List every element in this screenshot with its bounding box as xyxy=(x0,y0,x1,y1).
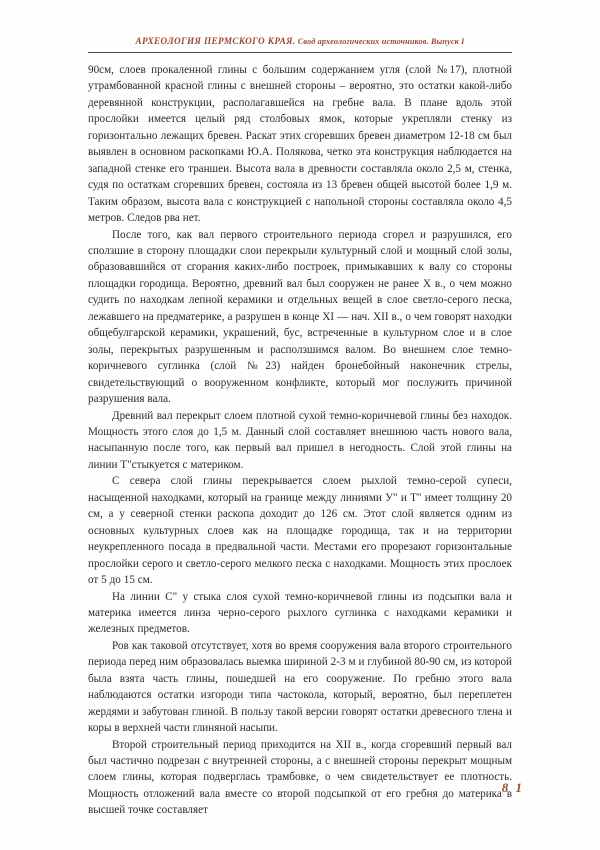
running-head-subtitle: Свод археологических источников. Выпуск I xyxy=(297,37,465,46)
paragraph: Древний вал перекрыт слоем плотной сухой темно-коричневой глины без находок. Мощность этого слоя до 1,5 м. Данный слой составляет внешнюю часть нового вала, насыпанную после того, как первый вал пришел в негодность. Слой этой глины на линии Т"стыкуется с материком. xyxy=(88,409,512,471)
body-text xyxy=(88,62,512,819)
paragraph: С севера слой глины перекрывается слоем рыхлой темно-серой супеси, насыщенной находками, который на границе между линиями У" и Т" имеет толщину 20 см, а у северной стенки раскопа доходит до 126 см. Этот слой является одним из основных культурных слоев как на площадке городища, так и на территории неукрепленного посада в предвальной части. Местами его прорезают горизонтальные прослойки серого и светло-серого мелкого песка с находками. Мощность этих прослоек от 5 до 15 см. xyxy=(88,475,512,587)
paragraph: Ров как таковой отсутствует, хотя во время сооружения вала второго строительного периода перед ним образовалась выемка шириной 2-3 м и глубиной 80-90 см, из которой была взята часть глины, пошедшей на его сооружение. По гребню этого вала наблюдаются остатки изгороди типа частокола, который, вероятно, был переплетен жердями и забутован глиной. В пользу такой версии говорят остатки древесного тлена и коры в верхней части глиняной насыпи. xyxy=(88,639,512,735)
running-head-series-title: АРХЕОЛОГИЯ ПЕРМСКОГО КРАЯ. xyxy=(135,36,296,46)
header-divider xyxy=(88,52,512,53)
running-head xyxy=(75,36,525,46)
paragraph: После того, как вал первого строительного периода сгорел и разрушился, его сползшие в сторону площадки слои перекрыли культурный слой и мощный слой золы, образовавшийся от сгорания каких-либо построек, примыкавших к валу со стороны площадки городища. Вероятно, древний вал был сооружен не ранее X в., о чем можно судить по находкам лепной керамики и отдельных вещей в слое светло-серого песка, лежавшего на предматерике, а разрушен в конце XI — нач. XII в., о чем говорят находки общебулгарской керамики, украшений, бус, встреченные в культурном слое и в слое золы, перекрытых разрушенным и расползшимся валом. Во внешнем слое темно-коричневого суглинка (слой №23) найден бронебойный наконечник стрелы, свидетельствующий о вооруженном конфликте, который мог послужить причиной разрушения вала. xyxy=(88,228,512,406)
paragraph: 90см, слоев прокаленной глины с большим содержанием угля (слой №17), плотной утрамбованной красной глины с внешней стороны – вероятно, это остатки какой-либо деревянной конструкции, располагавшейся на гребне вала. В плане вдоль этой прослойки имеется целый ряд столбовых ямок, которые укрепляли стенку из горизонтально лежащих бревен. Раскат этих сгоревших бревен диаметром 12-18 см был выявлен в основном раскопками Ю.А. Полякова, четко эта конструкция наблюдается на западной стенке его траншеи. Высота вала в древности составляла около 2,5 м, стенка, судя по остаткам сгоревших бревен, состояла из 13 бревен общей высотой более 1,9 м. Таким образом, высота вала с конструкцией с напольной стороны составляла около 4,5 метров. Следов рва нет. xyxy=(88,64,512,225)
page-number: 8 1 xyxy=(501,780,524,795)
paragraph: На линии С" у стыка слоя сухой темно-коричневой глины из подсыпки вала и материка имеется линза черно-серого рыхлого суглинка с находками керамики и железных предметов. xyxy=(88,590,512,636)
paragraph: Второй строительный период приходится на XII в., когда сгоревший первый вал был частично подрезан с внутренней стороны, а с внешней стороны перекрыт мощным слоем глины, которая подверглась трамбовке, о чем свидетельствует ее плотность. Мощность отложений вала вместе со второй подсыпкой от его гребня до материка в высшей точке составляет xyxy=(88,738,512,817)
